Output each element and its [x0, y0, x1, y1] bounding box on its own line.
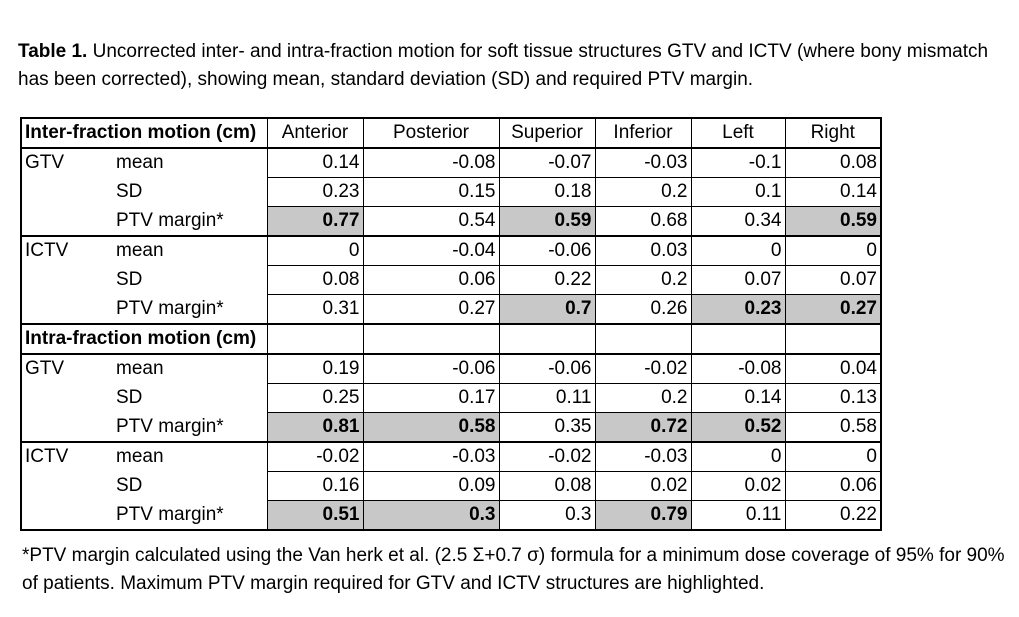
structure-cell: GTV: [21, 354, 113, 384]
value-cell-posterior: 0.09: [363, 472, 499, 501]
value-cell-left: -0.08: [691, 354, 785, 384]
column-header-inferior: Inferior: [595, 118, 691, 148]
value-cell-anterior: 0: [267, 236, 363, 266]
value-cell-superior: -0.06: [499, 236, 595, 266]
value-cell-right: 0.13: [785, 384, 881, 413]
value-cell-anterior: 0.08: [267, 266, 363, 295]
value-cell-left: 0.11: [691, 501, 785, 531]
value-cell-posterior: -0.08: [363, 148, 499, 178]
empty-cell: [595, 324, 691, 354]
column-header-posterior: Posterior: [363, 118, 499, 148]
value-cell-right: 0.22: [785, 501, 881, 531]
value-cell-inferior: 0.2: [595, 384, 691, 413]
inter-fraction-section-label: Inter-fraction motion (cm): [21, 118, 267, 148]
value-cell-right: 0.58: [785, 413, 881, 443]
column-header-superior: Superior: [499, 118, 595, 148]
value-cell-inferior: 0.03: [595, 236, 691, 266]
statistic-label: mean: [113, 354, 267, 384]
empty-cell: [363, 324, 499, 354]
value-cell-inferior: 0.2: [595, 178, 691, 207]
motion-table: [20, 117, 882, 531]
value-cell-inferior: 0.79: [595, 501, 691, 531]
value-cell-anterior: 0.23: [267, 178, 363, 207]
table-row: [21, 472, 881, 501]
value-cell-inferior: 0.02: [595, 472, 691, 501]
value-cell-superior: 0.11: [499, 384, 595, 413]
value-cell-anterior: 0.77: [267, 207, 363, 237]
empty-cell: [499, 324, 595, 354]
statistic-label: mean: [113, 148, 267, 178]
value-cell-left: 0.23: [691, 295, 785, 325]
value-cell-superior: -0.06: [499, 354, 595, 384]
structure-cell: [21, 384, 113, 413]
value-cell-anterior: 0.19: [267, 354, 363, 384]
column-header-anterior: Anterior: [267, 118, 363, 148]
value-cell-left: 0.52: [691, 413, 785, 443]
table-row: [21, 501, 881, 531]
table-row: [21, 413, 881, 443]
value-cell-anterior: 0.25: [267, 384, 363, 413]
structure-cell: [21, 295, 113, 325]
value-cell-posterior: 0.06: [363, 266, 499, 295]
value-cell-superior: -0.02: [499, 442, 595, 472]
value-cell-right: 0.59: [785, 207, 881, 237]
value-cell-inferior: 0.2: [595, 266, 691, 295]
statistic-label: PTV margin*: [113, 207, 267, 237]
value-cell-posterior: 0.58: [363, 413, 499, 443]
table-row: [21, 178, 881, 207]
value-cell-inferior: 0.72: [595, 413, 691, 443]
value-cell-right: 0.14: [785, 178, 881, 207]
value-cell-superior: 0.59: [499, 207, 595, 237]
value-cell-superior: 0.08: [499, 472, 595, 501]
value-cell-right: 0.08: [785, 148, 881, 178]
table-row: [21, 207, 881, 237]
value-cell-posterior: -0.04: [363, 236, 499, 266]
value-cell-superior: 0.3: [499, 501, 595, 531]
value-cell-posterior: -0.06: [363, 354, 499, 384]
value-cell-anterior: 0.51: [267, 501, 363, 531]
table-header-row: [21, 118, 881, 148]
table-caption: [18, 38, 1008, 94]
value-cell-anterior: -0.02: [267, 442, 363, 472]
value-cell-right: 0.06: [785, 472, 881, 501]
empty-cell: [785, 324, 881, 354]
statistic-label: PTV margin*: [113, 295, 267, 325]
intra-fraction-section-label: Intra-fraction motion (cm): [21, 324, 267, 354]
value-cell-left: 0.1: [691, 178, 785, 207]
column-header-right: Right: [785, 118, 881, 148]
value-cell-right: 0: [785, 236, 881, 266]
value-cell-posterior: 0.3: [363, 501, 499, 531]
table-row: [21, 442, 881, 472]
value-cell-anterior: 0.31: [267, 295, 363, 325]
value-cell-inferior: -0.02: [595, 354, 691, 384]
table-row: [21, 148, 881, 178]
statistic-label: SD: [113, 472, 267, 501]
structure-cell: [21, 266, 113, 295]
structure-cell: [21, 413, 113, 443]
structure-cell: [21, 472, 113, 501]
motion-table-body: [21, 118, 881, 530]
value-cell-right: 0.07: [785, 266, 881, 295]
table-footnote: *PTV margin calculated using the Van herk et al. (2.5 Σ+0.7 σ) formula for a minimum dose coverage of 95% for 90% of patients. Maximum PTV margin required for GTV and ICTV structures are highlighted.: [22, 545, 1005, 594]
value-cell-posterior: 0.54: [363, 207, 499, 237]
value-cell-posterior: 0.15: [363, 178, 499, 207]
value-cell-left: 0: [691, 442, 785, 472]
structure-cell: ICTV: [21, 236, 113, 266]
structure-cell: [21, 207, 113, 237]
empty-cell: [267, 324, 363, 354]
value-cell-left: 0.14: [691, 384, 785, 413]
intra-fraction-section-row: [21, 324, 881, 354]
value-cell-left: 0.07: [691, 266, 785, 295]
value-cell-superior: 0.18: [499, 178, 595, 207]
value-cell-right: 0: [785, 442, 881, 472]
caption-text: Uncorrected inter- and intra-fraction motion for soft tissue structures GTV and ICTV (where bony mismatch has been corrected), showing mean, standard deviation (SD) and required PTV margin.: [18, 41, 989, 90]
value-cell-superior: 0.35: [499, 413, 595, 443]
value-cell-anterior: 0.16: [267, 472, 363, 501]
structure-cell: GTV: [21, 148, 113, 178]
value-cell-left: 0.02: [691, 472, 785, 501]
structure-cell: [21, 178, 113, 207]
structure-cell: [21, 501, 113, 531]
value-cell-right: 0.04: [785, 354, 881, 384]
value-cell-posterior: -0.03: [363, 442, 499, 472]
value-cell-inferior: -0.03: [595, 148, 691, 178]
value-cell-anterior: 0.81: [267, 413, 363, 443]
statistic-label: mean: [113, 442, 267, 472]
statistic-label: PTV margin*: [113, 501, 267, 531]
table-row: [21, 384, 881, 413]
value-cell-left: -0.1: [691, 148, 785, 178]
value-cell-inferior: 0.68: [595, 207, 691, 237]
statistic-label: SD: [113, 178, 267, 207]
value-cell-right: 0.27: [785, 295, 881, 325]
statistic-label: mean: [113, 236, 267, 266]
empty-cell: [691, 324, 785, 354]
value-cell-inferior: 0.26: [595, 295, 691, 325]
table-row: [21, 295, 881, 325]
value-cell-superior: 0.7: [499, 295, 595, 325]
value-cell-inferior: -0.03: [595, 442, 691, 472]
value-cell-left: 0: [691, 236, 785, 266]
value-cell-anterior: 0.14: [267, 148, 363, 178]
table-row: [21, 266, 881, 295]
column-header-left: Left: [691, 118, 785, 148]
table-row: [21, 354, 881, 384]
statistic-label: SD: [113, 384, 267, 413]
value-cell-superior: 0.22: [499, 266, 595, 295]
value-cell-posterior: 0.17: [363, 384, 499, 413]
caption-label: Table 1.: [18, 41, 88, 62]
statistic-label: PTV margin*: [113, 413, 267, 443]
value-cell-posterior: 0.27: [363, 295, 499, 325]
value-cell-left: 0.34: [691, 207, 785, 237]
table-row: [21, 236, 881, 266]
structure-cell: ICTV: [21, 442, 113, 472]
value-cell-superior: -0.07: [499, 148, 595, 178]
statistic-label: SD: [113, 266, 267, 295]
